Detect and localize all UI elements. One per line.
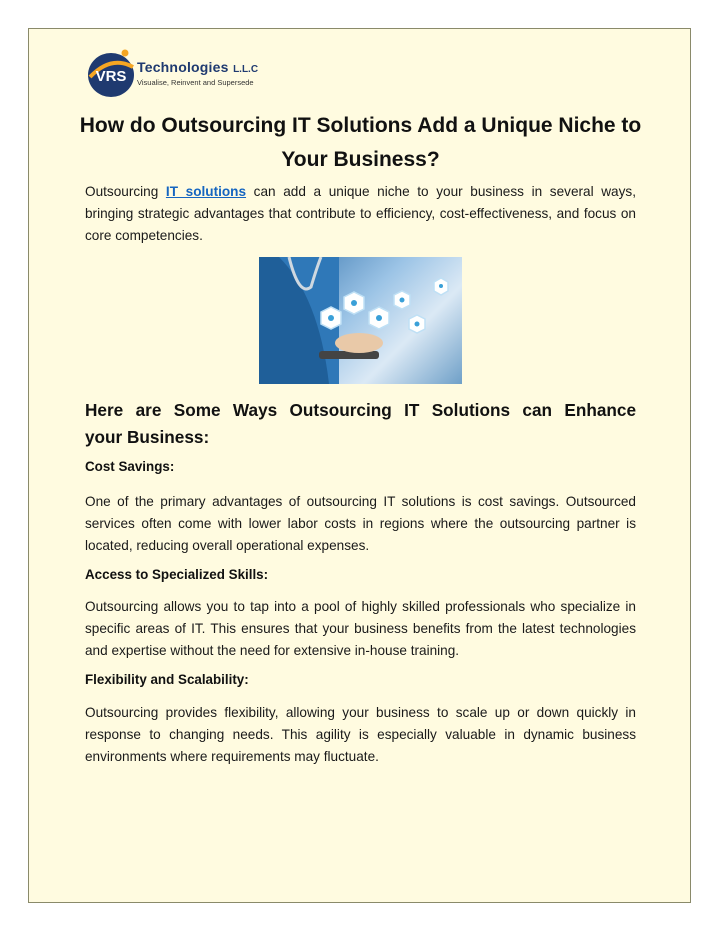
logo-text	[137, 59, 258, 87]
specialized-skills-heading: Access to Specialized Skills:	[85, 567, 269, 582]
logo-name: Technologies	[137, 59, 229, 75]
logo-suffix: L.L.C	[233, 64, 259, 75]
svg-text:VRS: VRS	[95, 68, 127, 85]
page-title: How do Outsourcing IT Solutions Add a Unique Niche to Your Business?	[79, 114, 642, 171]
flexibility-paragraph: Outsourcing provides flexibility, allowing your business to scale up or down quickly in response to changing needs. This agility is especially valuable in dynamic business environments where requirements may fluctuate.	[85, 705, 636, 764]
doctor-technology-image	[259, 257, 462, 384]
document-page	[28, 28, 691, 903]
flexibility-heading: Flexibility and Scalability:	[85, 672, 249, 687]
it-solutions-link[interactable]: IT solutions	[165, 184, 247, 199]
cost-savings-heading: Cost Savings:	[85, 459, 175, 474]
specialized-skills-paragraph: Outsourcing allows you to tap into a pool of highly skilled professionals who specialize in specific areas of IT. This ensures that your business benefits from the latest technologies and expertise without the need for extensive in-house training.	[85, 599, 636, 658]
company-logo	[85, 47, 275, 101]
cost-savings-paragraph: One of the primary advantages of outsourcing IT solutions is cost savings. Outsourced services often come with lower labor costs in regions where the outsourcing partner is located, reducing overall operational expenses.	[85, 494, 636, 553]
logo-tagline: Visualise, Reinvent and Supersede	[137, 78, 254, 87]
intro-paragraph: Outsourcing IT solutions can add a unique niche to your business in several ways, bringing strategic advantages that contribute to efficiency, cost-effectiveness, and focus on core competencies.	[85, 184, 636, 243]
vrs-logo-icon	[85, 47, 137, 101]
section-heading: Here are Some Ways Outsourcing IT Solutions can Enhance your Business:	[85, 400, 636, 447]
